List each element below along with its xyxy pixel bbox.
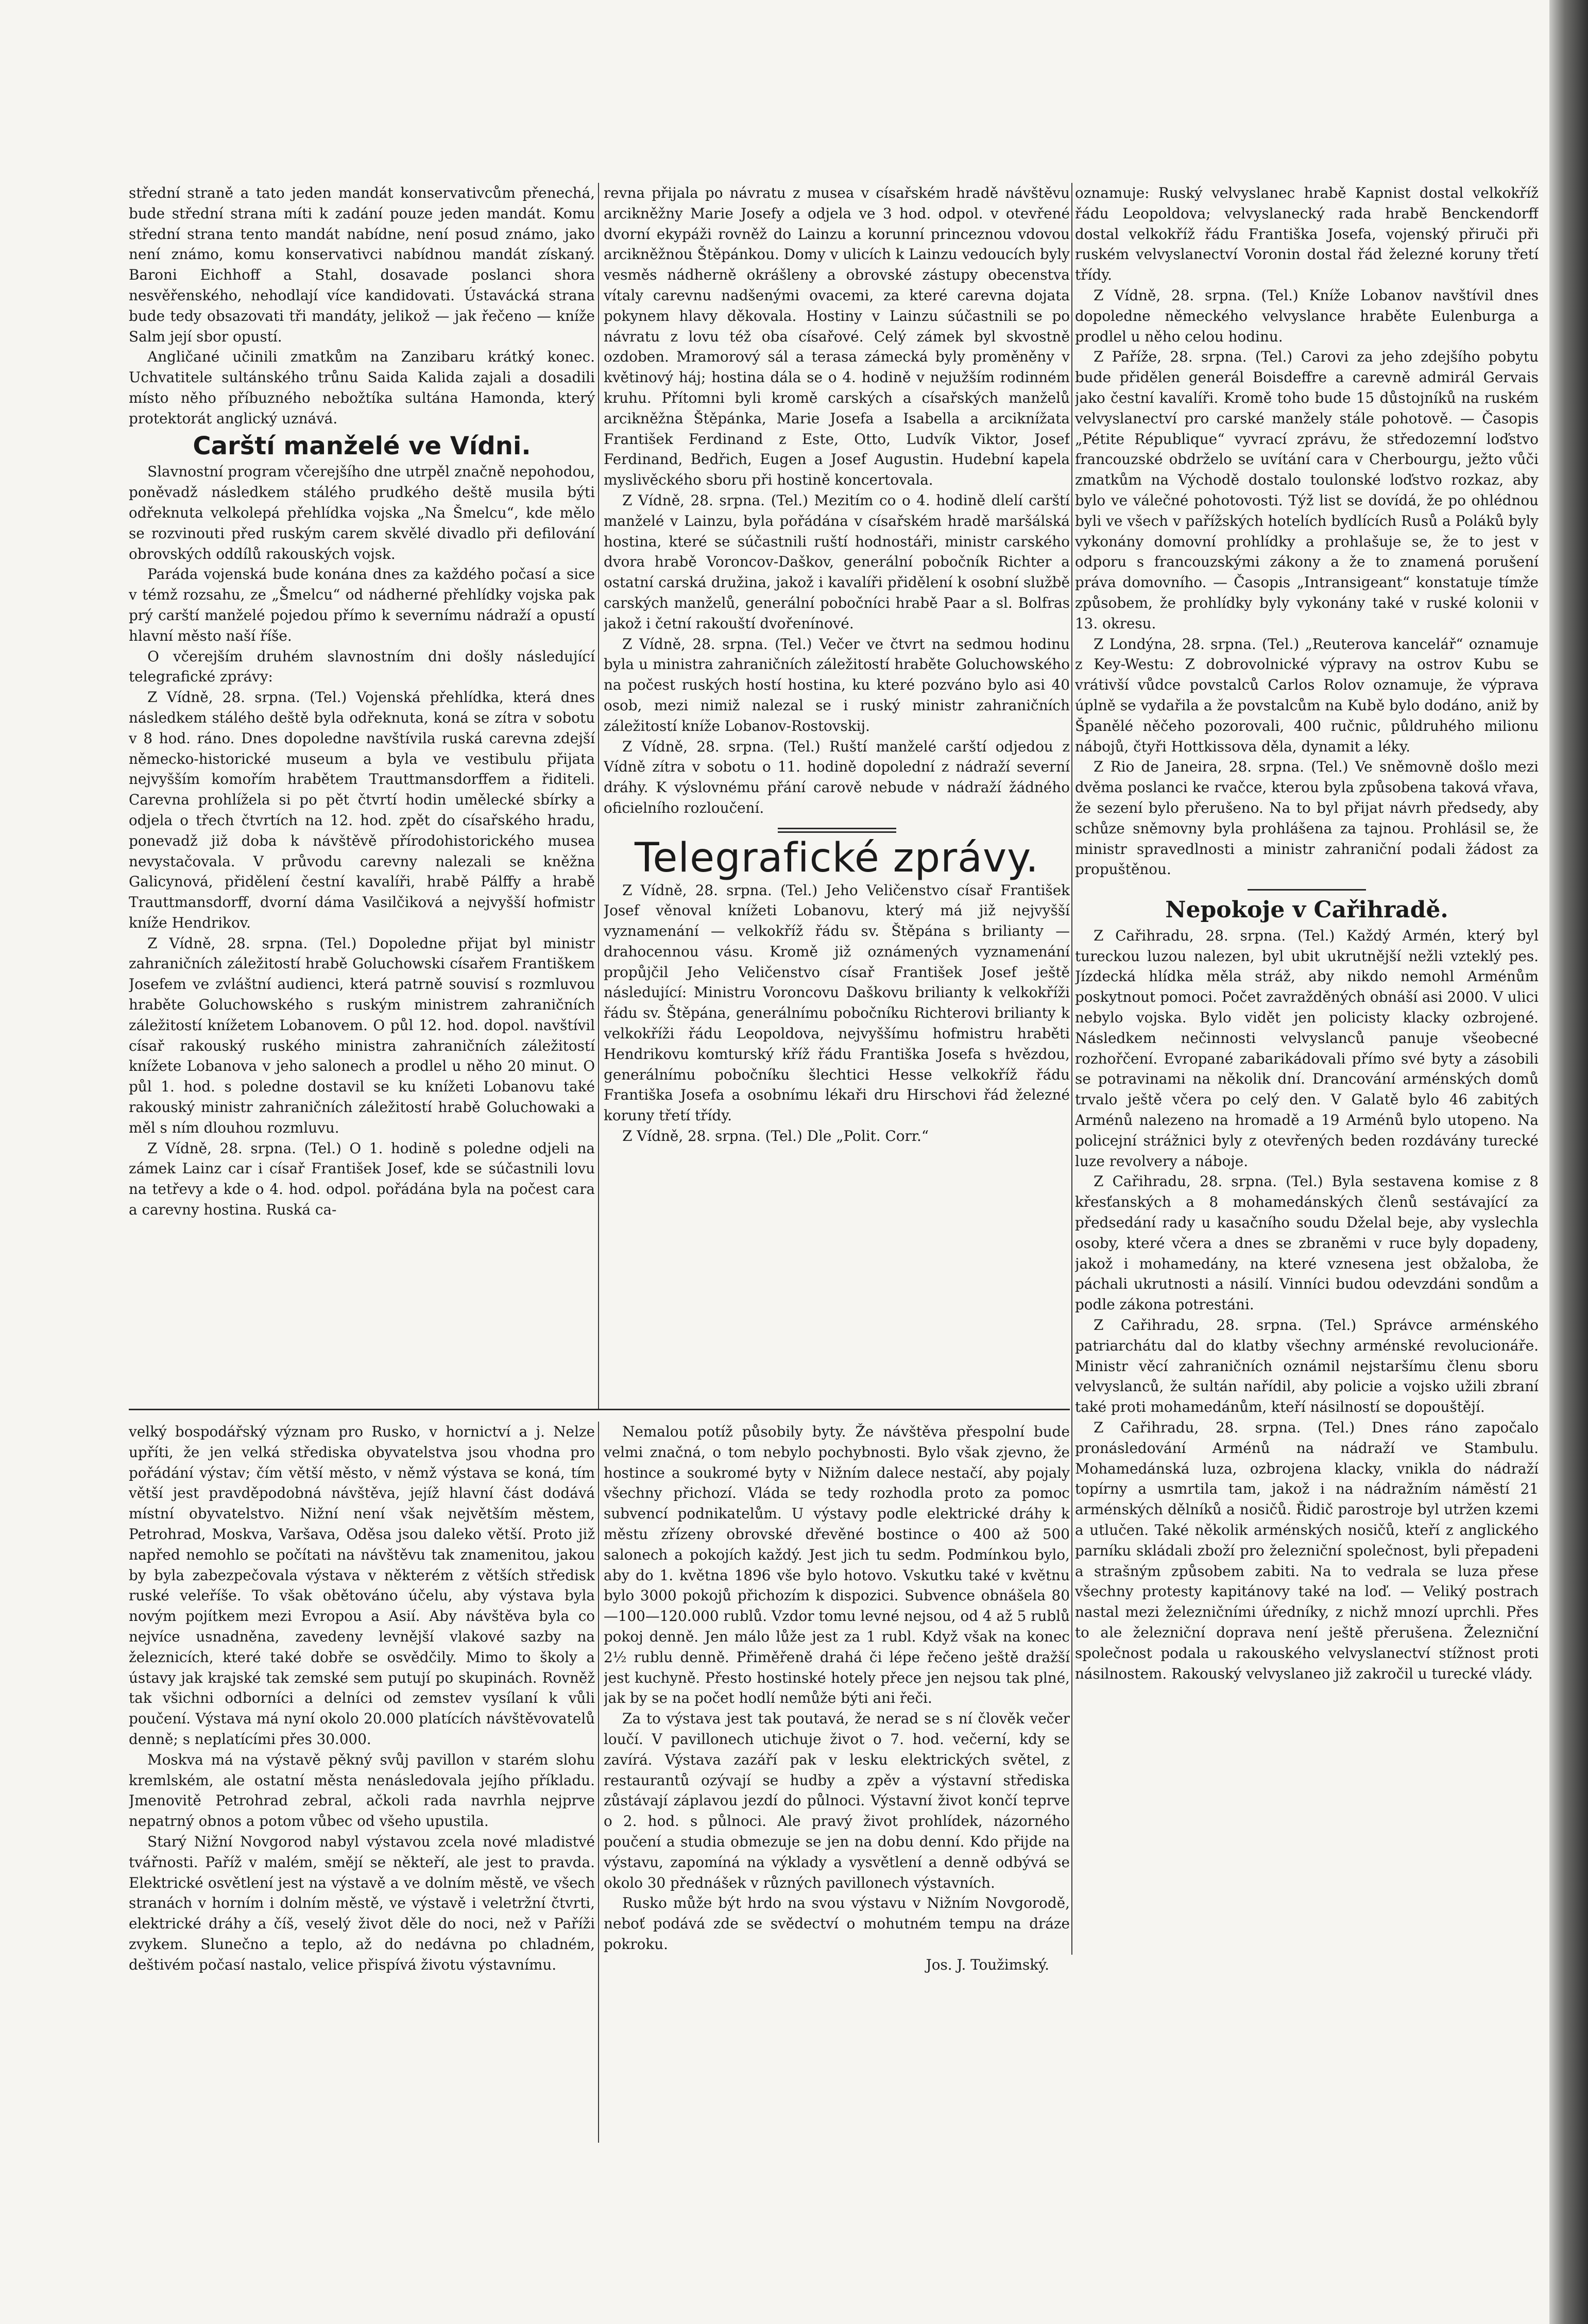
feuilleton-column-2: [604, 1422, 1070, 2168]
paragraph: Starý Nižní Novgorod nabyl výstavou zcela nové mladistvé tvářnosti. Paříž v malém, smějí se někteří, ale jest to pravda. Elektrické osvětlení jest na výstavě a ve dolním městě, ve všech stranách v horním i dolním městě, ve výstavě i veletržní čtvrti, elektrické dráhy a číš, veselý život děle do noci, než v Paříži zvykem. Slunečno a teplo, až do nedávna po chladném, deštivém počasí nastalo, velice přispívá životu výstavnímu.: [129, 1833, 595, 1973]
column-1: [129, 183, 595, 1406]
section-heading: Telegrafické zprávy.: [635, 834, 1039, 881]
paragraph: O včerejším druhém slavnostním dni došly následující telegrafické zprávy:: [129, 647, 595, 686]
paragraph: Za to výstava jest tak poutavá, že nerad se s ní člověk večer loučí. V pavillonech utichuje život o 7. hod. večerní, kdy se zavírá. Výstava zazáří pak v lesku elektrických světel, z restaurantů ozývají se hudby a zpěv a výstavní střediska zůstávají záplavou jezdí do půlnoci. Výstavní život končí teprve o 2. hod. s půlnoci. Ale pravý život prohlídek, názorného poučení a studia obmezuje se jen na dobu denní. Kdo přijde na výstavu, zapomíná na výklady a vysvětlení a denně odbývá se okolo 30 přednášek v různých pavillonech výstavních.: [604, 1710, 1070, 1891]
paragraph: Z Cařihradu, 28. srpna. (Tel.) Dnes ráno započalo pronásledování Arménů na nádraží ve Stambulu. Mohamedánská luza, ozbrojena klacky, vnikla do nádraží topírny a usmrtila tam, jakož i na nádražním náměstí 21 arménských dělníků a nosičů. Řidič parostroje byl utržen kzemi a utlučen. Také několik arménských nosičů, kteří z anglického parníku skládali zboží pro železniční společnost, byli přepadeni a strašným způsobem zabiti. Na to vedrala se luza přese všechny protesty kapitánovy také na loď. — Veliký postrach nastal mezi železničními úředníky, z nichž mnozí uprchli. Přes to ale železniční doprava není ještě přerušena. Železniční společnost podala u rakouského velvyslanectví stížnost proti násilnostem. Rakouský velvyslaneo již zakročil u turecké vlády.: [1075, 1419, 1539, 1682]
paragraph: velký bospodářský význam pro Rusko, v hornictví a j. Nelze upříti, že jen velká střediska obyvatelstva jsou vhodna pro pořádání výstav; čím větší město, v němž výstava se koná, tím větší jest pravděpodobná návštěva, jejíž hlavní část dodává místní obyvatelstvo. Nižní není však největším městem, Petrohrad, Moskva, Varšava, Oděsa jsou daleko větší. Proto již napřed nemohlo se počítati na návštěvu tak znamenitou, jakou by byla zabezpečovala výstava v některém z větších středisk ruské veleříše. To však obětováno účelu, aby výstava byla novým pojítkem mezi Evropou a Asií. Aby návštěva byla co nejvíce usnadněna, zavedeny levnější vlakové sazby na železnicích, které také dobře se osvědčily. Mimo to školy a ústavy jak krajské tak zemské sem putují po skupinách. Rovněž tak všichni odborníci a delníci od zemstev vysílaní k vůli poučení. Výstava má nyní okolo 20.000 platících návštěvovatelů denně; s neplatícími přes 30.000.: [129, 1423, 595, 1748]
column-2: [604, 183, 1070, 1406]
paragraph: Z Vídně, 28. srpna. (Tel.) Mezitím co o 4. hodině dlelí carští manželé v Lainzu, byla pořádána v císařském hradě maršálská hostina, které se súčastnili ruští hodnostáři, ministr carského dvora hrabě Voroncov-Daškov, generální pobočník Richter a ostatní carská družina, jakož i kavalíři přidělení k osobní službě carských manželů, generální pobočníci hrabě Paar a sl. Bolfras jakož i četní rakouští dvořenínové.: [604, 491, 1070, 632]
paragraph: Paráda vojenská bude konána dnes za každého počasí a sice v témž rozsahu, ze „Šmelcu“ od nádherné přehlídky vojska pak prý carští manželé pojedou přímo k severnímu nádraží a opustí hlavní město naší říše.: [129, 566, 595, 644]
paragraph: Z Vídně, 28. srpna. (Tel.) Dopoledne přijat byl ministr zahraničních záležitostí hrabě Goluchowski císařem Františkem Josefem ve zvláštní audienci, která patrně souvisí s rozmluvou hraběte Goluchowského s ruským ministrem zahraničních záležitostí knížetem Lobanovem. O půl 12. hod. dopol. navštívil císař rakouský ruského ministra zahraničních záležitostí knížete Lobanova v jeho salonech a prodlel u něho 20 minut. O půl 1. hod. s poledne dostavil se ku knížeti Lobanovu také rakouský ministr zahraničních záležitostí hrabě Goluchowaki a měl s ním dlouhou rozmluvu.: [129, 934, 595, 1136]
author-signature: Jos. J. Toužimský.: [926, 1956, 1049, 1973]
paragraph: Z Cařihradu, 28. srpna. (Tel.) Každý Armén, který byl tureckou luzou nalezen, byl ubit ukrutnější nežli vzteklý pes. Jízdecká hlídka měla stráž, aby nikdo nemohl Arménům poskytnout pomoci. Počet zavražděných obnáší asi 2000. V ulici nebylo vojska. Bylo vidět jen policisty klacky ozbrojené. Následkem nečinnosti velvyslanců panuje všeobecné rozhořčení. Evropané zabarikádovali přímo své byty a zásobili se potravinami na několik dní. Drancování arménských domů trvalo ještě včera po celý den. V Galatě bylo 46 zabitých Arménů nalezeno na hromadě a 19 Arménů bylo utopeno. Na policejní strážnici byly z otevřených beden rozdávány turecké luze revolvery a náboje.: [1075, 927, 1539, 1170]
paragraph: revna přijala po návratu z musea v císařském hradě návštěvu arcikněžny Marie Josefy a odjela ve 3 hod. odpol. v otevřené dvorní ekypáži rovněž do Lainzu a korunní princeznou vdovou arcikněžnou Štěpánkou. Domy v ulicích k Lainzu vedoucích byly vesměs nádherně okrášleny a obrovské zástupy obecenstva vítaly carevnu nadšenými ovacemi, za které carevna dojata pokynem hlavy děkovala. Hostiny v Lainzu súčastnili se po návratu z lovu též oba císařové. Celý zámek byl skvostně ozdoben. Mramorový sál a terasa zámecká byly proměněny v květinový háj; hostina dála se o 4. hodině v nejužším rodinném kruhu. Přítomni byli kromě carských a císařských manželů arcikněžna Štěpánka, Marie Josefa a Isabella a arciknížata František Ferdinand z Este, Otto, Ludvík Viktor, Josef Ferdinand, Bedřich, Eugen a Josef Augustin. Hudební kapela myslivěckého sboru při hostině koncertovala.: [604, 184, 1070, 489]
paragraph: Slavnostní program včerejšího dne utrpěl značně nepohodou, poněvadž následkem stálého prudkého deště musila býti odřeknuta velkolepá přehlídka vojska „Na Šmelcu“, kde mělo se rozvinouti před ruským carem skvělé divadlo při defilování obrovských oddílů rakouských vojsk.: [129, 463, 595, 562]
paragraph: Z Londýna, 28. srpna. (Tel.) „Reuterova kancelář“ oznamuje z Key-Westu: Z dobrovolnické výpravy na ostrov Kubu se vrátivší vůdce povstalců Carlos Rolov oznamuje, že výprava úplně se vydařila a že povstalcům na Kubě bylo dodáno, aniž by Španělé něčeho pozorovali, 400 ručnic, půldruhého milionu nábojů, čtyři Hottkissova děla, dynamit a léky.: [1075, 635, 1539, 755]
paragraph: Z Vídně, 28. srpna. (Tel.) Jeho Veličenstvo císař František Josef věnoval knížeti Lobanovu, který má již nejvyšší vyznamenání — velkokříž řádu sv. Štěpána s brilianty — drahocennou vásu. Kromě již oznámených vyznamenání propůjčil Jeho Veličenstvo císař František Josef ještě následující: Ministru Voroncovu Daškovu brilianty k velkokříži řádu sv. Štěpána, generálnímu pobočníku Richterovi brilianty k velkokříži řádu Leopoldova, nejvyššímu hofmistru hraběti Hendrikovu komturský kříž řádu Františka Josefa s hvězdou, generálnímu pobočníku šlechtici Hesse velkokříž řádu Františka Josefa a osobnímu lékaři dru Hirschovi řád železné koruny třetí třídy.: [604, 881, 1070, 1124]
feuilleton-rule: [129, 1409, 1070, 1410]
paragraph: Z Vídně, 28. srpna. (Tel.) Dle „Polit. Corr.“: [622, 1127, 929, 1145]
paragraph: Z Vídně, 28. srpna. (Tel.) Kníže Lobanov navštívil dnes dopoledne německého velvyslance hraběte Eulenburga a prodlel u něho celou hodinu.: [1075, 286, 1539, 345]
paragraph: Angličané učinili zmatkům na Zanzibaru krátký konec. Uchvatitele sultánského trůnu Saida Kalida zajali a dosadili místo něho příbuzného nebožtíka sultána Hamonda, který protektorát anglický uznává.: [129, 348, 595, 427]
column-rule: [598, 183, 599, 1409]
paragraph: Z Rio de Janeira, 28. srpna. (Tel.) Ve sněmovně došlo mezi dvěma poslanci ke rvačce, kterou byla způsobena taková vřava, že sezení bylo přerušeno. Na to byl přijat návrh předsedy, aby schůze sněmovny byla prohlášena za tajnou. Prohlásil se, že ministr spravedlnosti a ministr zahraniční podali žádost za propuštěnou.: [1075, 758, 1539, 878]
paragraph: Rusko může být hrdo na svou výstavu v Nižním Novgorodě, neboť podává zde se svědectví o mohutném tempu na dráze pokroku.: [604, 1894, 1070, 1953]
paragraph: oznamuje: Ruský velvyslanec hrabě Kapnist dostal velkokříž řádu Leopoldova; velvyslanecký rada hrabě Benckendorff dostal velkokříž řádu Františka Josefa, vojenský přiruči při ruském velvyslanectví Voronin dostal řád železné koruny třetí třídy.: [1075, 184, 1539, 284]
page-edge-shadow: [1549, 0, 1588, 2324]
section-heading: Carští manželé ve Vídni.: [193, 431, 531, 460]
paragraph: Z Paříže, 28. srpna. (Tel.) Carovi za jeho zdejšího pobytu bude přidělen generál Boisdeffre a carevně admirál Gervais jako čestní kavalíři. Kromě toho bude 15 důstojníků na ruském velvyslanectví pro carské manžely stále pohotově. — Časopis „Pétite République“ vyvrací zprávu, že středozemní loďstvo francouzské obdrželo se uvítání cara v Cherbourgu, ježto vůči zmatkům na Východě dostalo toulonské loďstvo rozkaz, aby bylo ve válečné pohotovosti. Týž list se dovídá, že po ohlédnou byli ve všech v pařížských hotelích bydlících Rusů a Poláků byly vykonány domovní prohlídky a prohlašuje se, že to jest v odporu s francouzskými zákony a že to znamená porušení práva domovního. — Časopis „Intransigeant“ konstatuje tímže způsobem, že prohlídky byly vykonány také v ruské kolonii v 13. okresu.: [1075, 348, 1539, 632]
separator: [778, 828, 896, 833]
paragraph: Z Vídně, 28. srpna. (Tel.) Večer ve čtvrt na sedmou hodinu byla u ministra zahraničních záležitostí hraběte Goluchowského na počest ruských hostí hostina, ku které pozváno bylo asi 40 osob, mezi nimiž nalezal se i ruský ministr zahraničních záležitostí kníže Lobanov-Rostovskij.: [604, 635, 1070, 734]
paragraph: Z Vídně, 28. srpna. (Tel.) Ruští manželé carští odjedou z Vídně zítra v sobotu o 11. hodině dopolední z nádraží severní dráhy. K výslovnému přání carově nebude v nádraží žádného oficielního rozloučení.: [604, 738, 1070, 816]
paragraph: střední straně a tato jeden mandát konservativcům přenechá, bude střední strana míti k zadání pouze jeden mandát. Komu střední strana tento mandát nabídne, není posud známo, jako není známo, komu konservativci nabídnou mandát získaný. Baroni Eichhoff a Stahl, dosavade poslanci shora nesvěřenského, nehodlají více kandidovati. Ústavácká strana bude tedy obsazovati tři mandáty, jelikož — jak řečeno — kníže Salm její sbor opustí.: [129, 184, 595, 345]
paragraph: Nemalou potíž působily byty. Že návštěva přespolní bude velmi značná, o tom nebylo pochybnosti. Bylo však zjevno, že hostince a soukromé byty v Nižním dalece nestačí, aby pojaly všechny přichozí. Vláda se tedy rozhodla proto za pomoc subvencí podnikatelům. U výstavy podle elektrické dráhy k městu zřízeny obrovské dřevěné bostince o 400 až 500 salonech a pokojích každý. Jest jich tu sedm. Podmínkou bylo, aby do 1. května 1896 vše bylo hotovo. Vskutku také v květnu bylo 3000 pokojů přichozím k dispozici. Subvence obnášela 80—100—120.000 rublů. Vzdor tomu levné nejsou, od 4 až 5 rublů pokoj denně. Jen málo lůže jest za 1 rubl. Když však na konec 2½ rublu denně. Přiměřeně drahá či lépe řečeno ještě dražší jest kuchyně. Přesto hostinské hotely přece jen nejsou tak plné, jak by se na počet hodlí nemůže býti ani řeči.: [604, 1423, 1070, 1707]
paragraph: Z Vídně, 28. srpna. (Tel.) Vojenská přehlídka, která dnes následkem stálého deště byla odřeknuta, koná se zítra v sobotu v 8 hod. ráno. Dnes dopoledne navštívila ruská carevna zdejší německo-historické museum a byla ve vestibulu přijata nejvyšším komořím hrabětem Trauttmansdorffem a řiditeli. Carevna prohlížela si po pět čtvrtí hodin umělecké sbírky a odjela o třech čtvrtích na 12. hod. zpět do císařského hradu, ponevadž již doba k návštěvě přírodohistorického musea nevystačovala. V průvodu carevny nalezali se kněžna Galicynová, přidělení čestní kavalíři, hrabě Pálffy a hrabě Trauttmansdorff, dvorní dáma Vasilčiková a nejvyšší hofmistr kníže Hendrikov.: [129, 689, 595, 931]
section-heading: Nepokoje v Cařihradě.: [1165, 897, 1448, 924]
column-rule: [1071, 183, 1072, 1955]
paragraph: Moskva má na výstavě pěkný svůj pavillon v starém slohu kremlském, ale ostatní města nenásledovala jejího příkladu. Jmenovitě Petrohrad zebral, ačkoli rada navrhla nejprve nepatrný obnos a potom vůbec od všeho upustila.: [129, 1751, 595, 1830]
column-rule: [598, 1422, 599, 2143]
feuilleton-column-1: [129, 1422, 595, 2168]
column-3: [1075, 183, 1539, 1957]
paragraph: Z Vídně, 28. srpna. (Tel.) O 1. hodině s poledne odjeli na zámek Lainz car i císař František Josef, kde se súčastnili lovu na tetřevy a kde o 4. hod. odpol. pořádána byla na počest cara a carevny hostina. Ruská ca-: [129, 1139, 595, 1219]
separator: [1248, 889, 1366, 891]
paragraph: Z Cařihradu, 28. srpna. (Tel.) Správce arménského patriarchátu dal do klatby všechny arménské revolucionáře. Ministr věcí zahraničních oznámil nejstaršímu členu sboru velvyslanců, že sultán nařídil, aby policie a vojsko užili zbraní také proti mohamedánům, kteří násilností se dopouštějí.: [1075, 1317, 1539, 1416]
paragraph: Z Cařihradu, 28. srpna. (Tel.) Byla sestavena komise z 8 křesťanských a 8 mohamedánských členů sestávající za předsedání rady u kasačního soudu Dželal beje, aby vyslechla osoby, které včera a dnes se zbraněmi v ruce byly dopadeny, jakož i mohamedány, na které vznesena jest obžaloba, že páchali ukrutnosti a násilí. Vinníci budou odevzdáni sondům a podle zákona potrestáni.: [1075, 1173, 1539, 1313]
